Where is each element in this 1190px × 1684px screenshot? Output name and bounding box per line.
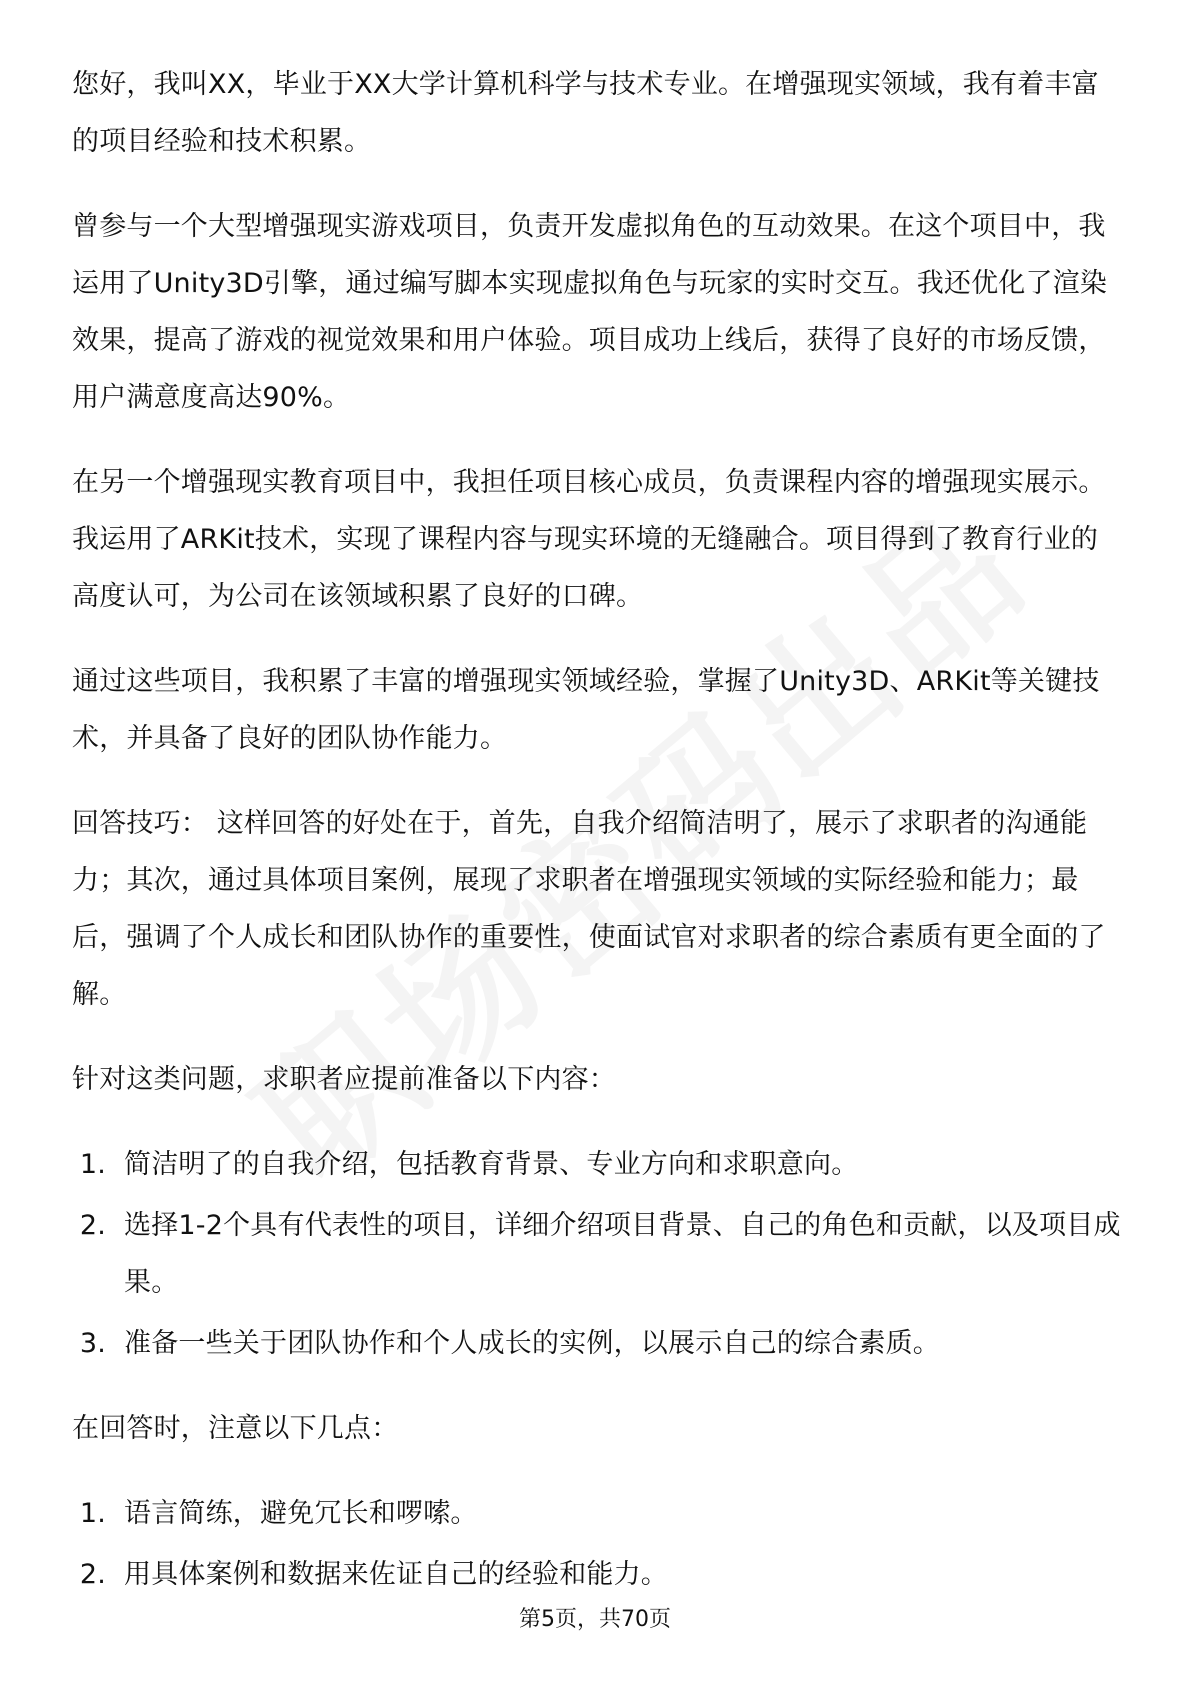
paragraph-game-project: 曾参与一个大型增强现实游戏项目，负责开发虚拟角色的互动效果。在这个项目中，我运用了Unity3D引擎，通过编写脚本实现虚拟角色与玩家的实时交互。我还优化了渲染效果，提高了游戏的视觉效果和用户体验。项目成功上线后，获得了良好的市场反馈，用户满意度高达90%。 bbox=[72, 211, 1108, 413]
paragraph-prepare-intro: 针对这类问题，求职者应提前准备以下内容： bbox=[72, 1064, 616, 1095]
list-number: 2. bbox=[79, 1559, 106, 1590]
list-text: 选择1-2个具有代表性的项目，详细介绍项目背景、自己的角色和贡献，以及项目成果。 bbox=[124, 1210, 1121, 1298]
list-number: 1. bbox=[79, 1498, 106, 1529]
paragraph-education-project: 在另一个增强现实教育项目中，我担任项目核心成员，负责课程内容的增强现实展示。我运用了ARKit技术，实现了课程内容与现实环境的无缝融合。项目得到了教育行业的高度认可，为公司在该领域积累了良好的口碑。 bbox=[72, 467, 1106, 612]
list-item bbox=[72, 1546, 1122, 1603]
notice-list bbox=[72, 1485, 1122, 1603]
paragraph-intro: 您好，我叫XX，毕业于XX大学计算机科学与技术专业。在增强现实领域，我有着丰富的项目经验和技术积累。 bbox=[72, 69, 1099, 157]
list-text: 用具体案例和数据来佐证自己的经验和能力。 bbox=[124, 1559, 668, 1590]
list-number: 2. bbox=[79, 1210, 106, 1241]
list-text: 准备一些关于团队协作和个人成长的实例，以展示自己的综合素质。 bbox=[124, 1328, 940, 1359]
list-text: 语言简练，避免冗长和啰嗦。 bbox=[124, 1498, 478, 1529]
list-item bbox=[72, 1136, 1122, 1193]
list-number: 1. bbox=[79, 1149, 106, 1180]
paragraph-notice-intro: 在回答时，注意以下几点： bbox=[72, 1413, 399, 1444]
prepare-list bbox=[72, 1136, 1122, 1372]
list-item bbox=[72, 1315, 1122, 1372]
list-text: 简洁明了的自我介绍，包括教育背景、专业方向和求职意向。 bbox=[124, 1149, 859, 1180]
list-item bbox=[72, 1197, 1122, 1311]
list-item bbox=[72, 1485, 1122, 1542]
page-footer: 第5页，共70页 bbox=[519, 1607, 671, 1632]
paragraph-summary: 通过这些项目，我积累了丰富的增强现实领域经验，掌握了Unity3D、ARKit等关键技术，并具备了良好的团队协作能力。 bbox=[72, 666, 1100, 754]
page-content bbox=[72, 56, 1122, 1631]
list-number: 3. bbox=[79, 1328, 106, 1359]
paragraph-answer-tips: 回答技巧： 这样回答的好处在于，首先，自我介绍简洁明了，展示了求职者的沟通能力；其次，通过具体项目案例，展现了求职者在增强现实领域的实际经验和能力；最后，强调了个人成长和团队协作的重要性，使面试官对求职者的综合素质有更全面的了解。 bbox=[72, 808, 1106, 1010]
